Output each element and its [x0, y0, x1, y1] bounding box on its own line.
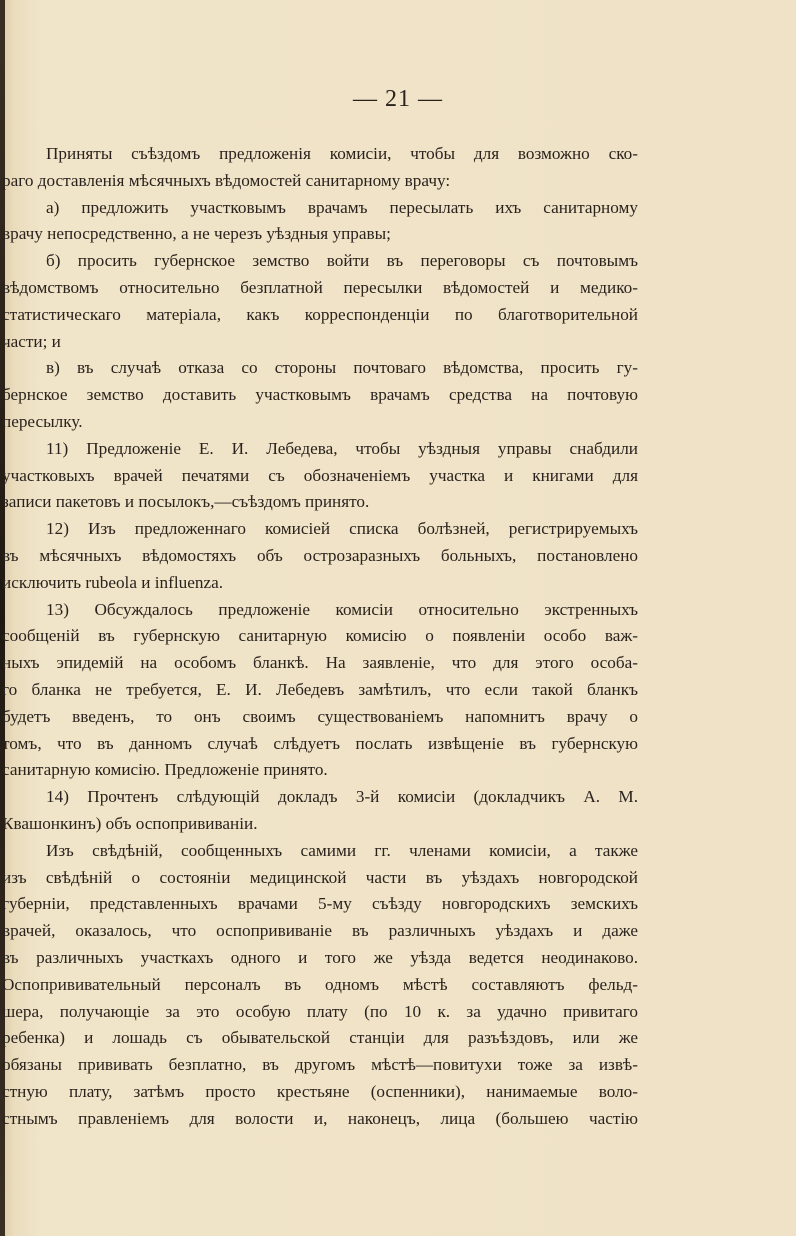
text-line: раго доставленія мѣсячныхъ вѣдомостей санитарному врачу: — [2, 170, 451, 190]
text-line: 11) Предложеніе Е. И. Лебедева, чтобы уѣздныя управы снабдили — [46, 438, 638, 458]
text-line: б) просить губернское земство войти въ переговоры съ почтовымъ — [46, 251, 638, 271]
text-line: въ мѣсячныхъ вѣдомостяхъ объ острозаразныхъ больныхъ, постановлено — [2, 545, 638, 565]
text-line: Оспопрививательный персоналъ въ одномъ мѣстѣ составляютъ фельд- — [2, 974, 638, 994]
text-line: стнымъ правленіемъ для волости и, наконецъ, лица (большею частію — [2, 1108, 638, 1128]
text-line: а) предложить участковымъ врачамъ пересылать ихъ санитарному — [46, 197, 638, 217]
text-line: въ различныхъ участкахъ одного и того же уѣзда ведется неодинаково. — [2, 947, 638, 967]
text-line: записи пакетовъ и посылокъ,—съѣздомъ принято. — [2, 492, 370, 512]
text-line: губерніи, представленныхъ врачами 5-му съѣзду новгородскихъ земскихъ — [2, 894, 638, 914]
text-line: Изъ свѣдѣній, сообщенныхъ самими гг. членами комисіи, а также — [46, 840, 638, 860]
text-line: исключить rubeola и influenza. — [2, 572, 223, 592]
text-line: го бланка не требуется, Е. И. Лебедевъ замѣтилъ, что если такой бланкъ — [2, 679, 638, 699]
text-line: ребенка) и лошадь съ обывательской станціи для разъѣздовъ, или же — [2, 1028, 638, 1048]
text-line: изъ свѣдѣній о состояніи медицинской части въ уѣздахъ новгородской — [2, 867, 638, 887]
text-line: участковыхъ врачей печатями съ обозначеніемъ участка и книгами для — [2, 465, 638, 485]
text-line: 12) Изъ предложеннаго комисіей списка болѣзней, регистрируемыхъ — [46, 519, 638, 539]
text-line: Квашонкинъ) объ оспопрививаніи. — [2, 813, 258, 833]
text-line: пересылку. — [2, 411, 83, 431]
page-number: — 21 — — [353, 86, 443, 112]
text-line: 14) Прочтенъ слѣдующій докладъ 3-й комисіи (докладчикъ А. М. — [46, 787, 638, 807]
text-line: статистическаго матеріала, какъ корреспонденціи по благотворительной — [2, 304, 638, 324]
text-line: шера, получающіе за это особую плату (по 10 к. за удачно привитаго — [2, 1001, 638, 1021]
text-line: сообщеній въ губернскую санитарную комисію о появленіи особо важ- — [2, 626, 638, 646]
text-line: части; и — [2, 331, 61, 351]
text-line: томъ, что въ данномъ случаѣ слѣдуетъ послать извѣщеніе въ губернскую — [2, 733, 638, 753]
text-line: обязаны прививать безплатно, въ другомъ мѣстѣ—повитухи тоже за извѣ- — [2, 1055, 638, 1075]
text-line: вѣдомствомъ относительно безплатной пересылки вѣдомостей и медико- — [2, 277, 638, 297]
text-line: бернское земство доставить участковымъ врачамъ средства на почтовую — [2, 385, 638, 405]
text-line: санитарную комисію. Предложеніе принято. — [2, 760, 328, 780]
text-line: врачей, оказалось, что оспопрививаніе въ различныхъ уѣздахъ и даже — [2, 921, 638, 941]
body-text — [2, 141, 638, 1132]
text-line: стную плату, затѣмъ просто крестьяне (оспенники), нанимаемые воло- — [2, 1081, 638, 1101]
text-line: будетъ введенъ, то онъ своимъ существованіемъ напомнитъ врачу о — [2, 706, 638, 726]
text-line: в) въ случаѣ отказа со стороны почтоваго вѣдомства, просить гу- — [46, 358, 638, 378]
text-line: 13) Обсуждалось предложеніе комисіи относительно экстренныхъ — [46, 599, 638, 619]
text-line: Приняты съѣздомъ предложенія комисіи, чтобы для возможно ско- — [46, 144, 638, 163]
text-line: ныхъ эпидемій на особомъ бланкѣ. На заявленіе, что для этого особа- — [2, 653, 638, 673]
text-line: врачу непосредственно, а не черезъ уѣздныя управы; — [2, 224, 391, 244]
